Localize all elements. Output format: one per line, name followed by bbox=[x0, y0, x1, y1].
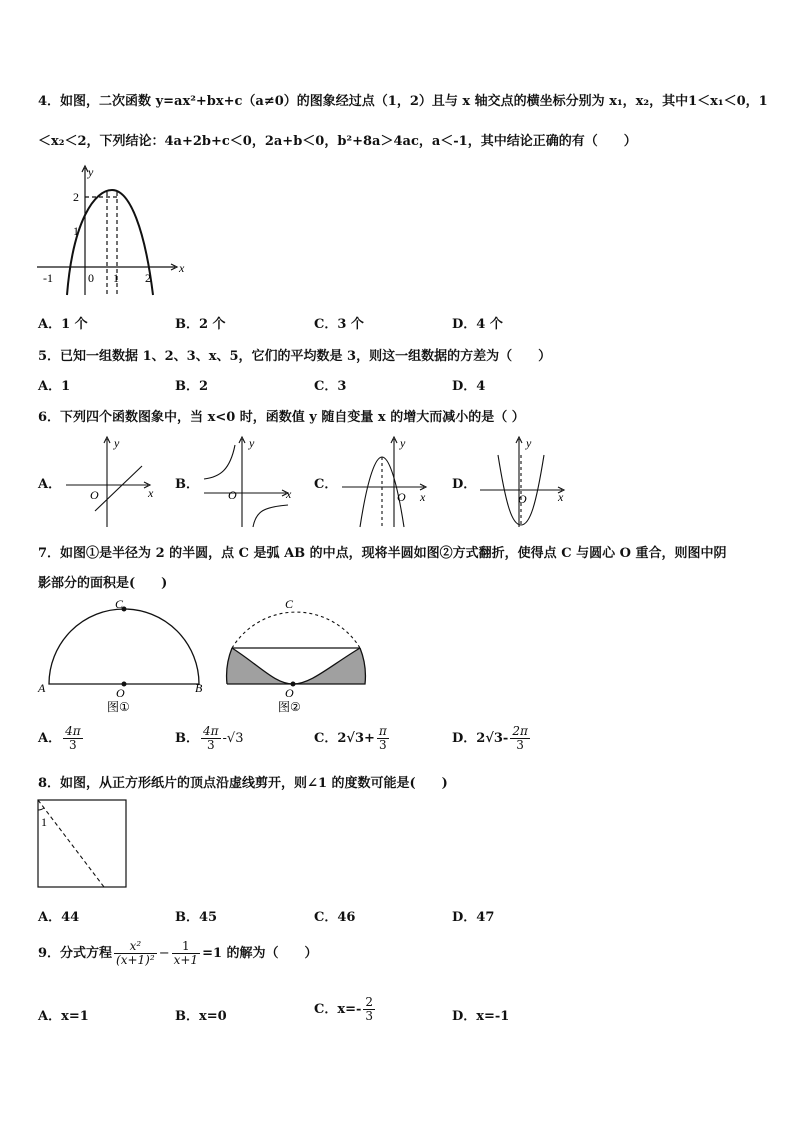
q6-c-y-label: y bbox=[400, 436, 406, 450]
q4-option-d[interactable]: D．4 个 bbox=[452, 317, 503, 332]
q4-option-c[interactable]: C．3 个 bbox=[314, 317, 364, 332]
q7-option-c-den: 3 bbox=[379, 738, 387, 753]
q4-y-label: y bbox=[88, 165, 94, 179]
q9-option-c[interactable] bbox=[314, 996, 377, 1023]
q6-b-y-label: y bbox=[249, 436, 255, 450]
q6-c-x-label: x bbox=[420, 490, 426, 504]
q7-fig1-label-c: C bbox=[115, 597, 124, 611]
q6-option-c-label[interactable]: C． bbox=[314, 477, 338, 492]
q8-square bbox=[38, 800, 126, 887]
q9-frac2-num: 1 bbox=[172, 940, 200, 954]
q6-b-branch-left bbox=[204, 445, 235, 479]
q7-option-c-fraction bbox=[377, 725, 389, 752]
q9-suffix: =1 的解为（ ） bbox=[202, 946, 318, 962]
q8-option-b[interactable]: B．45 bbox=[175, 910, 218, 925]
q8-stem: 8．如图，从正方形纸片的顶点沿虚线剪开，则∠1 的度数可能是( ) bbox=[38, 776, 448, 791]
q6-b-x-label: x bbox=[286, 487, 292, 501]
q7-fig2-caption: 图② bbox=[278, 700, 301, 714]
q7-option-d-num: 2π bbox=[512, 724, 528, 738]
q7-fig2-dashed-arc bbox=[232, 612, 360, 648]
q7-option-c-num: π bbox=[378, 724, 387, 738]
q9-option-c-fraction bbox=[363, 996, 375, 1023]
q9-fraction-2 bbox=[172, 940, 200, 967]
q7-option-b-num: 4π bbox=[203, 724, 219, 738]
q9-prefix: 9．分式方程 bbox=[38, 946, 113, 962]
q7-option-b[interactable] bbox=[175, 725, 243, 752]
q7-option-d-den: 3 bbox=[516, 738, 524, 753]
q6-a-x-label: x bbox=[148, 486, 154, 500]
q4-x-label: x bbox=[179, 261, 185, 275]
q5-option-d[interactable]: D．4 bbox=[452, 379, 486, 394]
q6-d-y-label: y bbox=[526, 436, 532, 450]
q7-option-d-head: 2√3- bbox=[476, 731, 509, 747]
q7-option-c-head: 2√3+ bbox=[337, 731, 375, 747]
q4-tick-1: 1 bbox=[73, 224, 79, 238]
q6-c-origin: O bbox=[397, 490, 406, 504]
q6-graph-d[interactable] bbox=[476, 435, 576, 530]
q4-stem-line1: 4．如图，二次函数 y=ax²+bx+c（a≠0）的图象经过点（1，2）且与 x 轴交点的横坐标分别为 x₁，x₂，其中1＜x₁＜0，1 bbox=[38, 94, 768, 109]
q7-option-d-label: D． bbox=[452, 731, 477, 747]
q8-option-d[interactable]: D．47 bbox=[452, 910, 495, 925]
q6-graph-a[interactable] bbox=[62, 435, 162, 530]
q7-option-a[interactable] bbox=[38, 725, 85, 752]
q7-fig2-shaded-region bbox=[227, 648, 366, 684]
q7-figure-2 bbox=[215, 596, 375, 716]
q6-a-y-label: y bbox=[114, 436, 120, 450]
q7-fig1-semicircle bbox=[49, 609, 199, 684]
q7-fig1-caption: 图① bbox=[107, 700, 130, 714]
q9-option-b[interactable]: B．x=0 bbox=[175, 1009, 227, 1024]
q5-option-b[interactable]: B．2 bbox=[175, 379, 209, 394]
q4-tick-minus1: -1 bbox=[43, 271, 53, 285]
q7-fig1-label-o: O bbox=[116, 686, 125, 700]
q9-fraction-1 bbox=[114, 940, 157, 967]
q7-stem-line1: 7．如图①是半径为 2 的半圆，点 C 是弧 AB 的中点，现将半圆如图②方式翻折，使得点 C 与圆心 O 重合，则图中阴 bbox=[38, 546, 727, 561]
q5-option-c[interactable]: C．3 bbox=[314, 379, 347, 394]
q9-frac1-num: x² bbox=[114, 940, 157, 954]
q8-option-a[interactable]: A．44 bbox=[38, 910, 80, 925]
q8-square-figure bbox=[37, 798, 137, 893]
q9-option-a[interactable]: A．x=1 bbox=[38, 1009, 89, 1024]
q6-option-b-label[interactable]: B． bbox=[175, 477, 199, 492]
q8-option-c[interactable]: C．46 bbox=[314, 910, 356, 925]
q7-option-d[interactable] bbox=[452, 725, 532, 752]
q6-option-a-label[interactable]: A． bbox=[38, 477, 62, 492]
q7-option-a-den: 3 bbox=[69, 738, 77, 753]
q5-option-a[interactable]: A．1 bbox=[38, 379, 71, 394]
q6-d-x-label: x bbox=[558, 490, 564, 504]
q7-fig1-label-a: A bbox=[38, 681, 46, 695]
q7-fig2-label-c: C bbox=[285, 597, 294, 611]
q9-option-d[interactable]: D．x=-1 bbox=[452, 1009, 510, 1024]
q7-option-b-den: 3 bbox=[206, 738, 215, 753]
q4-tick-2: 2 bbox=[73, 190, 79, 204]
q7-stem-line2: 影部分的面积是( ) bbox=[38, 576, 168, 591]
q7-fig1-label-b: B bbox=[195, 681, 203, 695]
q8-angle-label: 1 bbox=[41, 815, 47, 829]
q6-graph-c[interactable] bbox=[338, 435, 438, 530]
q7-option-d-fraction bbox=[510, 725, 530, 752]
q7-fig2-label-o: O bbox=[285, 686, 294, 700]
q9-minus: − bbox=[158, 946, 170, 962]
q4-option-b[interactable]: B．2 个 bbox=[175, 317, 226, 332]
q4-parabola-graph bbox=[35, 160, 195, 300]
q9-frac2-den: x+1 bbox=[173, 953, 199, 968]
q4-parabola-curve bbox=[67, 190, 153, 295]
q6-b-origin: O bbox=[228, 488, 237, 502]
q4-tick-x1: 1 bbox=[113, 271, 119, 285]
q9-option-c-num: 2 bbox=[365, 995, 374, 1009]
q7-option-b-fraction bbox=[201, 725, 221, 752]
q7-option-b-label: B． bbox=[175, 731, 199, 747]
q7-option-a-label: A． bbox=[38, 731, 62, 747]
q6-a-origin: O bbox=[90, 488, 99, 502]
q6-option-d-label[interactable]: D． bbox=[452, 477, 477, 492]
q7-figure-1 bbox=[35, 596, 210, 716]
q6-d-origin: O bbox=[518, 492, 527, 506]
q7-option-c[interactable] bbox=[314, 725, 391, 752]
q5-stem: 5．已知一组数据 1、2、3、x、5，它们的平均数是 3，则这一组数据的方差为（ ） bbox=[38, 349, 552, 364]
q6-stem: 6．下列四个函数图象中，当 x<0 时，函数值 y 随自变量 x 的增大而减小的是（ ） bbox=[38, 410, 525, 425]
q7-option-a-fraction bbox=[63, 725, 83, 752]
q8-cut-line bbox=[38, 800, 104, 887]
q8-angle-arc bbox=[38, 808, 44, 810]
q6-b-branch-right bbox=[253, 505, 288, 527]
q4-stem-line2: ＜x₂＜2，下列结论：4a+2b+c＜0，2a+b＜0，b²+8a＞4ac，a＜-1，其中结论正确的有（ ） bbox=[38, 134, 637, 149]
q7-option-b-tail: -√3 bbox=[222, 731, 244, 747]
q6-a-line bbox=[95, 466, 142, 511]
q7-option-a-num: 4π bbox=[65, 724, 81, 738]
q4-tick-0: 0 bbox=[88, 271, 94, 285]
q9-option-c-head: C．x=- bbox=[314, 1002, 362, 1018]
q9-stem bbox=[38, 940, 318, 967]
q4-option-a[interactable]: A．1 个 bbox=[38, 317, 88, 332]
q9-option-c-den: 3 bbox=[365, 1009, 374, 1024]
q7-option-c-label: C． bbox=[314, 731, 338, 747]
q9-frac1-den: (x+1)² bbox=[116, 953, 155, 968]
q6-graph-b[interactable] bbox=[200, 435, 300, 530]
q4-tick-x2: 2 bbox=[145, 271, 151, 285]
